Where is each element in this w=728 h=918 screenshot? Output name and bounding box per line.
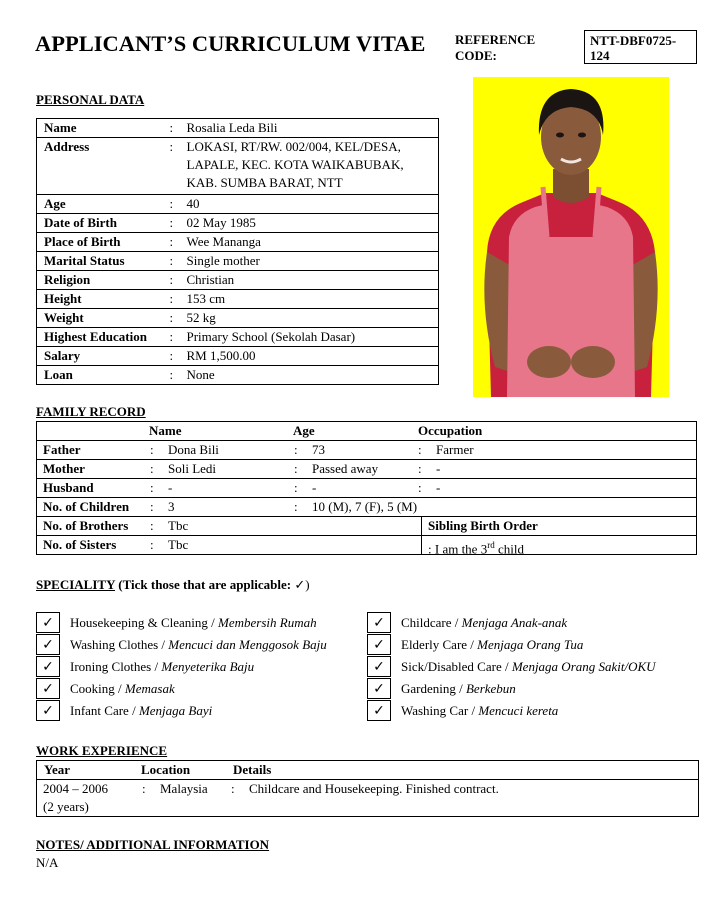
row-colon: : <box>170 233 187 252</box>
table-row <box>37 271 439 290</box>
row-label: Weight <box>37 309 170 328</box>
row-colon: : <box>170 195 187 214</box>
speciality-ms: Menjaga Orang Sakit/OKU <box>511 659 656 674</box>
children-count: 3 <box>168 499 175 514</box>
sibling-order-label: Sibling Birth Order <box>428 518 538 533</box>
sisters-value: Tbc <box>168 537 189 552</box>
table-row <box>37 252 439 271</box>
speciality-ms: Mencuci dan Menggosok Baju <box>168 637 327 652</box>
work-experience-heading: WORK EXPERIENCE <box>36 743 168 758</box>
speciality-label <box>70 703 212 719</box>
brothers-label: No. of Brothers <box>43 518 129 533</box>
applicant-photo <box>473 77 669 397</box>
table-row <box>37 119 439 138</box>
table-row <box>37 138 439 195</box>
speciality-en: Infant Care / <box>70 703 139 718</box>
colon: : <box>294 442 298 457</box>
row-label: Height <box>37 290 170 309</box>
speciality-en: Sick/Disabled Care / <box>401 659 512 674</box>
checkbox-washing-clothes[interactable]: ✓ <box>36 634 60 655</box>
checkbox-sick-care[interactable]: ✓ <box>367 656 391 677</box>
row-value: None <box>187 366 439 385</box>
family-col-name: Name <box>149 423 182 438</box>
children-detail: 10 (M), 7 (F), 5 (M) <box>312 499 418 514</box>
family-col-age: Age <box>293 423 315 438</box>
colon: : <box>142 781 146 796</box>
row-colon: : <box>170 119 187 138</box>
mother-occupation: - <box>436 461 441 476</box>
father-age: 73 <box>312 442 325 457</box>
reference-code-box <box>584 30 697 64</box>
father-label: Father <box>43 442 81 457</box>
checkbox-gardening[interactable]: ✓ <box>367 678 391 699</box>
work-col-details: Details <box>233 762 272 777</box>
personal-data-table <box>36 118 439 385</box>
applicant-photo-illustration <box>473 77 669 397</box>
row-value: 40 <box>187 195 439 214</box>
speciality-label <box>70 637 327 653</box>
reference-code-line2: 124 <box>590 48 610 63</box>
mother-name: Soli Ledi <box>168 461 217 476</box>
husband-name: - <box>168 480 173 495</box>
table-row <box>37 460 696 479</box>
table-row <box>37 536 696 555</box>
row-value-address <box>187 138 439 195</box>
speciality-ms: Menjaga Anak-anak <box>461 615 568 630</box>
table-row <box>37 233 439 252</box>
row-label: Marital Status <box>37 252 170 271</box>
checkbox-infant-care[interactable]: ✓ <box>36 700 60 721</box>
sibling-order-sup: rd <box>487 540 495 550</box>
table-row <box>37 309 439 328</box>
speciality-ms: Membersih Rumah <box>218 615 317 630</box>
children-label: No. of Children <box>43 499 130 514</box>
speciality-ms: Menjaga Bayi <box>138 703 213 718</box>
reference-label-line2: CODE: <box>455 48 497 63</box>
row-colon: : <box>170 328 187 347</box>
sisters-label: No. of Sisters <box>43 537 117 552</box>
work-details: Childcare and Housekeeping. Finished contract. <box>249 781 499 796</box>
brothers-value: Tbc <box>168 518 189 533</box>
speciality-ms: Memasak <box>124 681 175 696</box>
row-colon: : <box>170 252 187 271</box>
colon: : <box>294 461 298 476</box>
row-value: 52 kg <box>187 309 439 328</box>
speciality-en: Washing Car / <box>401 703 479 718</box>
work-duration: (2 years) <box>43 799 89 814</box>
document-title: APPLICANT’S CURRICULUM VITAE <box>35 31 426 56</box>
speciality-ms: Berkebun <box>465 681 516 696</box>
row-label: Salary <box>37 347 170 366</box>
reference-label-line1: REFERENCE <box>455 32 536 47</box>
colon: : <box>150 537 154 552</box>
work-experience-table <box>36 760 699 817</box>
row-label: Religion <box>37 271 170 290</box>
mother-label: Mother <box>43 461 85 476</box>
row-colon: : <box>170 138 187 195</box>
row-value: Single mother <box>187 252 439 271</box>
row-label: Address <box>37 138 170 195</box>
speciality-en: Gardening / <box>401 681 466 696</box>
speciality-en: Housekeeping & Cleaning / <box>70 615 219 630</box>
speciality-ms: Menyeterika Baju <box>161 659 255 674</box>
table-row <box>37 347 439 366</box>
checkbox-childcare[interactable]: ✓ <box>367 612 391 633</box>
row-label: Loan <box>37 366 170 385</box>
speciality-label <box>401 703 558 719</box>
colon: : <box>150 442 154 457</box>
row-value: Primary School (Sekolah Dasar) <box>187 328 439 347</box>
checkbox-ironing[interactable]: ✓ <box>36 656 60 677</box>
row-value: Rosalia Leda Bili <box>187 119 439 138</box>
family-record-table <box>36 421 697 555</box>
sibling-divider <box>421 517 422 555</box>
speciality-label <box>401 637 583 653</box>
colon: : <box>294 480 298 495</box>
work-col-location: Location <box>141 762 191 777</box>
table-row <box>37 214 439 233</box>
work-header-row <box>37 761 698 780</box>
speciality-en: Elderly Care / <box>401 637 478 652</box>
family-record-heading: FAMILY RECORD <box>36 404 146 419</box>
speciality-label <box>401 659 656 675</box>
table-row <box>37 479 696 498</box>
colon: : <box>231 781 235 796</box>
checkbox-elderly-care[interactable]: ✓ <box>367 634 391 655</box>
mother-age: Passed away <box>312 461 379 476</box>
checkbox-washing-car[interactable]: ✓ <box>367 700 391 721</box>
row-colon: : <box>170 271 187 290</box>
father-occupation: Farmer <box>436 442 474 457</box>
speciality-label <box>401 681 516 697</box>
father-name: Dona Bili <box>168 442 219 457</box>
row-colon: : <box>170 366 187 385</box>
colon: : <box>418 442 422 457</box>
personal-data-heading: PERSONAL DATA <box>36 92 145 107</box>
husband-occupation: - <box>436 480 441 495</box>
husband-label: Husband <box>43 480 94 495</box>
table-row <box>37 290 439 309</box>
husband-age: - <box>312 480 317 495</box>
row-colon: : <box>170 214 187 233</box>
checkbox-housekeeping[interactable]: ✓ <box>36 612 60 633</box>
table-row <box>37 366 439 385</box>
speciality-label <box>70 681 175 697</box>
checkbox-cooking[interactable]: ✓ <box>36 678 60 699</box>
sibling-order-suffix: child <box>494 541 524 557</box>
speciality-en: Childcare / <box>401 615 462 630</box>
colon: : <box>150 461 154 476</box>
row-label: Age <box>37 195 170 214</box>
row-label: Highest Education <box>37 328 170 347</box>
speciality-ms: Mencuci kereta <box>478 703 559 718</box>
row-label: Date of Birth <box>37 214 170 233</box>
colon: : <box>294 499 298 514</box>
speciality-en: Cooking / <box>70 681 125 696</box>
row-value: Christian <box>187 271 439 290</box>
row-label: Name <box>37 119 170 138</box>
address-line2: LAPALE, KEC. KOTA WAIKABUBAK, <box>186 157 404 172</box>
reference-label <box>455 32 535 64</box>
speciality-heading <box>36 577 310 593</box>
speciality-heading-main: SPECIALITY <box>36 577 115 592</box>
address-line1: LOKASI, RT/RW. 002/004, KEL/DESA, <box>186 139 401 154</box>
work-location: Malaysia <box>160 781 208 796</box>
row-value: RM 1,500.00 <box>187 347 439 366</box>
notes-heading: NOTES/ ADDITIONAL INFORMATION <box>36 837 270 852</box>
colon: : <box>418 480 422 495</box>
sibling-order-prefix: : I am the 3 <box>428 541 488 557</box>
row-value: 153 cm <box>187 290 439 309</box>
check-icon: ✓ <box>294 578 306 593</box>
table-row <box>37 498 696 517</box>
speciality-label <box>70 615 317 631</box>
address-line3: KAB. SUMBA BARAT, NTT <box>186 175 343 190</box>
reference-code-line1: NTT-DBF0725- <box>590 33 677 48</box>
table-row <box>37 441 696 460</box>
speciality-label <box>401 615 567 631</box>
work-col-year: Year <box>44 762 70 777</box>
colon: : <box>150 480 154 495</box>
row-value: Wee Mananga <box>187 233 439 252</box>
work-year: 2004 – 2006 <box>43 781 108 796</box>
speciality-heading-close: ) <box>305 577 310 592</box>
row-label: Place of Birth <box>37 233 170 252</box>
table-row <box>37 195 439 214</box>
speciality-ms: Menjaga Orang Tua <box>477 637 584 652</box>
row-value: 02 May 1985 <box>187 214 439 233</box>
speciality-heading-rest: (Tick those that are applicable: <box>114 577 295 592</box>
colon: : <box>418 461 422 476</box>
row-colon: : <box>170 290 187 309</box>
speciality-en: Ironing Clothes / <box>70 659 162 674</box>
table-row <box>37 328 439 347</box>
speciality-label <box>70 659 254 675</box>
table-row <box>37 517 696 536</box>
family-header-row <box>37 422 696 441</box>
notes-text: N/A <box>36 855 59 870</box>
sibling-order-value <box>428 536 524 558</box>
family-col-occupation: Occupation <box>418 423 483 438</box>
colon: : <box>150 499 154 514</box>
colon: : <box>150 518 154 533</box>
speciality-en: Washing Clothes / <box>70 637 169 652</box>
row-colon: : <box>170 309 187 328</box>
row-colon: : <box>170 347 187 366</box>
